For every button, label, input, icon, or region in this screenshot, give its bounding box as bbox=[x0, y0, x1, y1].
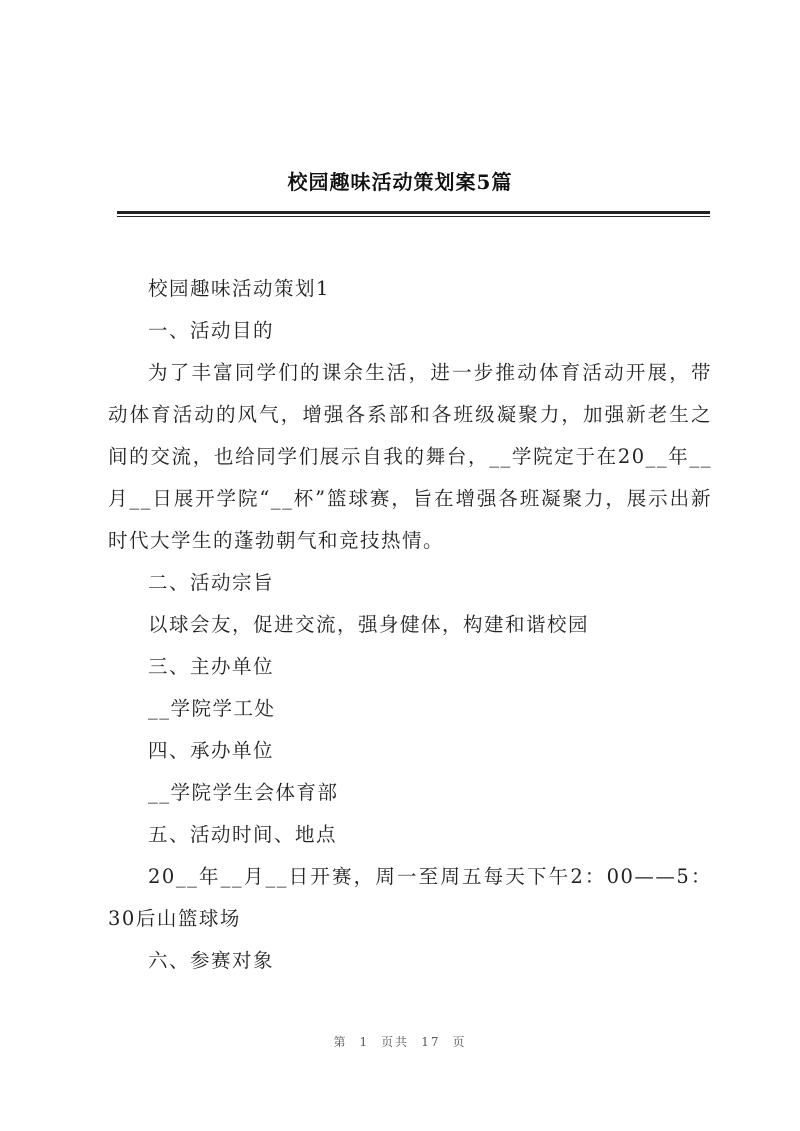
paragraph-host: __学院学生会体育部 bbox=[148, 781, 339, 804]
title-divider bbox=[117, 211, 710, 214]
paragraph-organizer: __学院学工处 bbox=[148, 697, 276, 720]
footer-total-pages: 17 bbox=[421, 1035, 441, 1049]
page-footer bbox=[0, 1033, 800, 1050]
footer-suffix: 页 bbox=[452, 1035, 467, 1049]
section-title: 校园趣味活动策划1 bbox=[148, 277, 330, 300]
heading-purpose: 一、活动目的 bbox=[148, 319, 275, 342]
document-body bbox=[108, 268, 712, 982]
footer-page-number: 1 bbox=[359, 1035, 370, 1049]
document-title: 校园趣味活动策划案5篇 bbox=[287, 170, 513, 194]
heading-participants: 六、参赛对象 bbox=[148, 949, 275, 972]
paragraph-purpose: 为了丰富同学们的课余生活，进一步推动体育活动开展，带动体育活动的风气，增强各系部和各班级凝聚力，加强新老生之间的交流，也给同学们展示自我的舞台，__学院定于在20__年__月__日展开学院“__杯”篮球赛，旨在增强各班凝聚力，展示出新时代大学生的蓬勃朝气和竞技热情。 bbox=[108, 361, 712, 552]
paragraph-time-place: 20__年__月__日开赛，周一至周五每天下午2：00——5：30后山篮球场 bbox=[108, 865, 712, 930]
footer-prefix: 第 bbox=[333, 1035, 348, 1049]
heading-organizer: 三、主办单位 bbox=[148, 655, 275, 678]
footer-middle: 页共 bbox=[381, 1035, 410, 1049]
heading-host: 四、承办单位 bbox=[148, 739, 275, 762]
heading-time-place: 五、活动时间、地点 bbox=[148, 823, 338, 846]
heading-aim: 二、活动宗旨 bbox=[148, 571, 275, 594]
paragraph-aim: 以球会友，促进交流，强身健体，构建和谐校园 bbox=[148, 613, 590, 636]
title-divider-thin bbox=[117, 216, 710, 217]
